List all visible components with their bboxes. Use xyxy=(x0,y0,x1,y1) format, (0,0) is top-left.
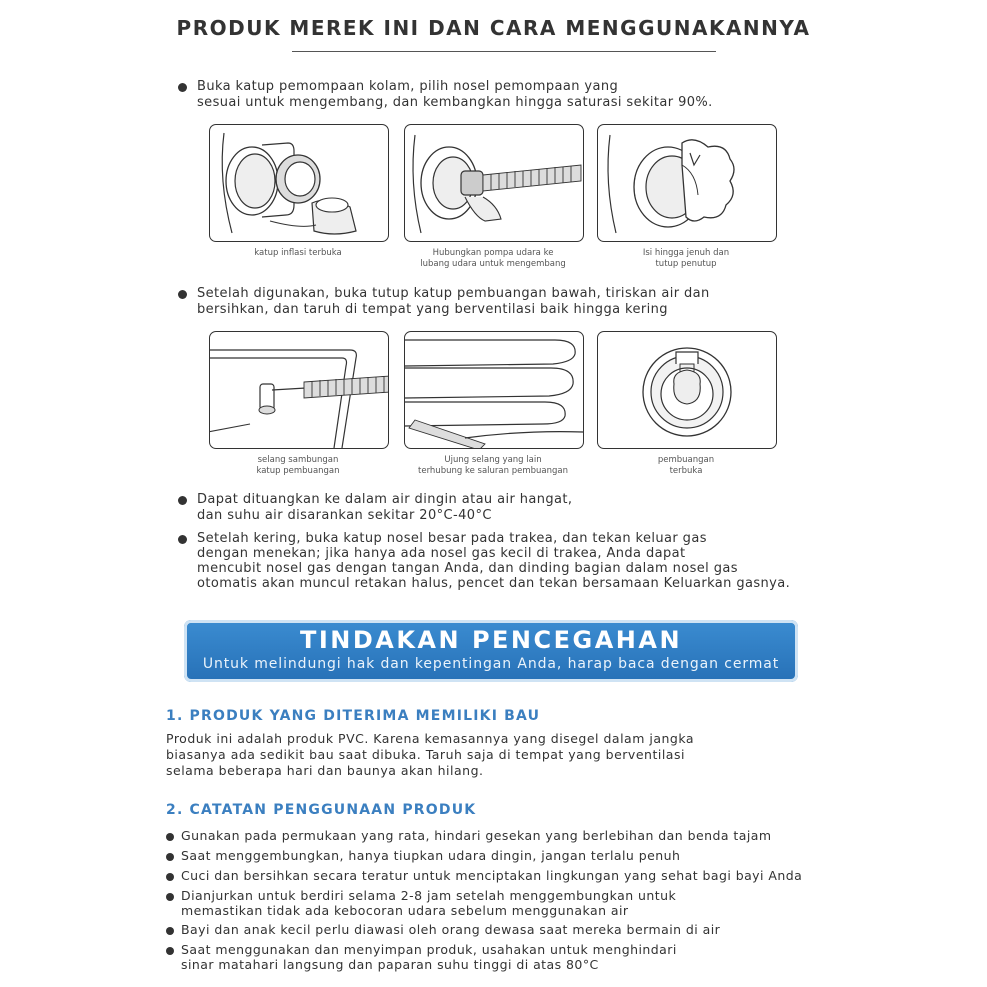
step-4-line-4: otomatis akan muncul retakan halus, pencet dan tekan bersamaan Keluarkan gasnya. xyxy=(197,576,791,591)
note-item: Dianjurkan untuk berdiri selama 2-8 jam setelah menggembungkan untuk xyxy=(181,888,677,903)
section-1-line-3: selama beberapa hari dan baunya akan hilang. xyxy=(166,763,484,778)
note-item-continued: memastikan tidak ada kebocoran udara sebelum menggunakan air xyxy=(181,903,629,918)
figure-drain-hose xyxy=(209,331,389,449)
note-item: Saat menggembungkan, hanya tiupkan udara dingin, jangan terlalu penuh xyxy=(181,848,681,863)
drain-hose-icon xyxy=(210,332,388,448)
banner-title: TINDAKAN PENCEGAHAN xyxy=(299,626,683,654)
figure-caption: Ujung selang yang lain terhubung ke saluran pembuangan xyxy=(418,455,568,476)
bullet-icon xyxy=(166,853,174,861)
note-item: Gunakan pada permukaan yang rata, hindari gesekan yang berlebihan dan benda tajam xyxy=(181,828,772,843)
step-1-line-2: sesuai untuk mengembang, dan kembangkan hingga saturasi sekitar 90%. xyxy=(197,95,713,110)
step-3-line-2: dan suhu air disarankan sekitar 20°C-40°C xyxy=(197,508,492,523)
bullet-icon xyxy=(166,873,174,881)
section-1-heading: 1. PRODUK YANG DITERIMA MEMILIKI BAU xyxy=(166,708,541,724)
step-4-line-3: mencubit nosel gas dengan tangan Anda, dan dinding bagian dalam nosel gas xyxy=(197,561,738,576)
note-item-continued: sinar matahari langsung dan paparan suhu tinggi di atas 80°C xyxy=(181,957,599,972)
figure-hose-to-drain xyxy=(404,331,584,449)
section-2-heading: 2. CATATAN PENGGUNAAN PRODUK xyxy=(166,802,477,818)
bullet-icon xyxy=(178,83,187,92)
note-item: Cuci dan bersihkan secara teratur untuk menciptakan lingkungan yang sehat bagi bayi Anda xyxy=(181,868,803,883)
figure-caption: pembuangan terbuka xyxy=(657,455,715,476)
precautions-banner xyxy=(184,620,798,682)
open-drain-valve-icon xyxy=(598,332,776,448)
step-1-line-1: Buka katup pemompaan kolam, pilih nosel pemompaan yang xyxy=(197,79,619,94)
step-2-line-2: bersihkan, dan taruh di tempat yang berventilasi baik hingga kering xyxy=(197,302,668,317)
bullet-icon xyxy=(166,893,174,901)
bullet-icon xyxy=(166,927,174,935)
step-4-line-2: dengan menekan; jika hanya ada nosel gas kecil di trakea, Anda dapat xyxy=(197,546,686,561)
bullet-icon xyxy=(178,496,187,505)
bullet-icon xyxy=(178,290,187,299)
section-1-line-2: biasanya ada sedikit bau saat dibuka. Taruh saja di tempat yang berventilasi xyxy=(166,747,685,762)
banner-subtitle: Untuk melindungi hak dan kepentingan Anda, harap baca dengan cermat xyxy=(202,656,780,672)
figure-open-inflation-valve xyxy=(209,124,389,242)
figure-caption: Isi hingga jenuh dan tutup penutup xyxy=(642,248,730,269)
figure-caption: katup inflasi terbuka xyxy=(254,248,342,258)
hose-to-drain-icon xyxy=(405,332,583,448)
figure-closed-valve-cap xyxy=(597,124,777,242)
closed-valve-cap-icon xyxy=(598,125,776,241)
page-title: PRODUK MEREK INI DAN CARA MENGGUNAKANNYA xyxy=(176,16,811,40)
bullet-icon xyxy=(166,947,174,955)
pump-hose-valve-icon xyxy=(405,125,583,241)
title-divider xyxy=(292,51,716,52)
section-1-line-1: Produk ini adalah produk PVC. Karena kemasannya yang disegel dalam jangka xyxy=(166,731,695,746)
bullet-icon xyxy=(166,833,174,841)
figure-caption: selang sambungan katup pembuangan xyxy=(256,455,340,476)
step-3-line-1: Dapat dituangkan ke dalam air dingin atau air hangat, xyxy=(197,492,573,507)
figure-open-drain-valve xyxy=(597,331,777,449)
open-inflation-valve-icon xyxy=(210,125,388,241)
step-4-line-1: Setelah kering, buka katup nosel besar pada trakea, dan tekan keluar gas xyxy=(197,531,707,546)
note-item: Saat menggunakan dan menyimpan produk, usahakan untuk menghindari xyxy=(181,942,677,957)
step-2-line-1: Setelah digunakan, buka tutup katup pembuangan bawah, tiriskan air dan xyxy=(197,286,710,301)
note-item: Bayi dan anak kecil perlu diawasi oleh orang dewasa saat mereka bermain di air xyxy=(181,922,721,937)
bullet-icon xyxy=(178,535,187,544)
figure-caption: Hubungkan pompa udara ke lubang udara untuk mengembang xyxy=(420,248,566,269)
figure-pump-hose-valve xyxy=(404,124,584,242)
